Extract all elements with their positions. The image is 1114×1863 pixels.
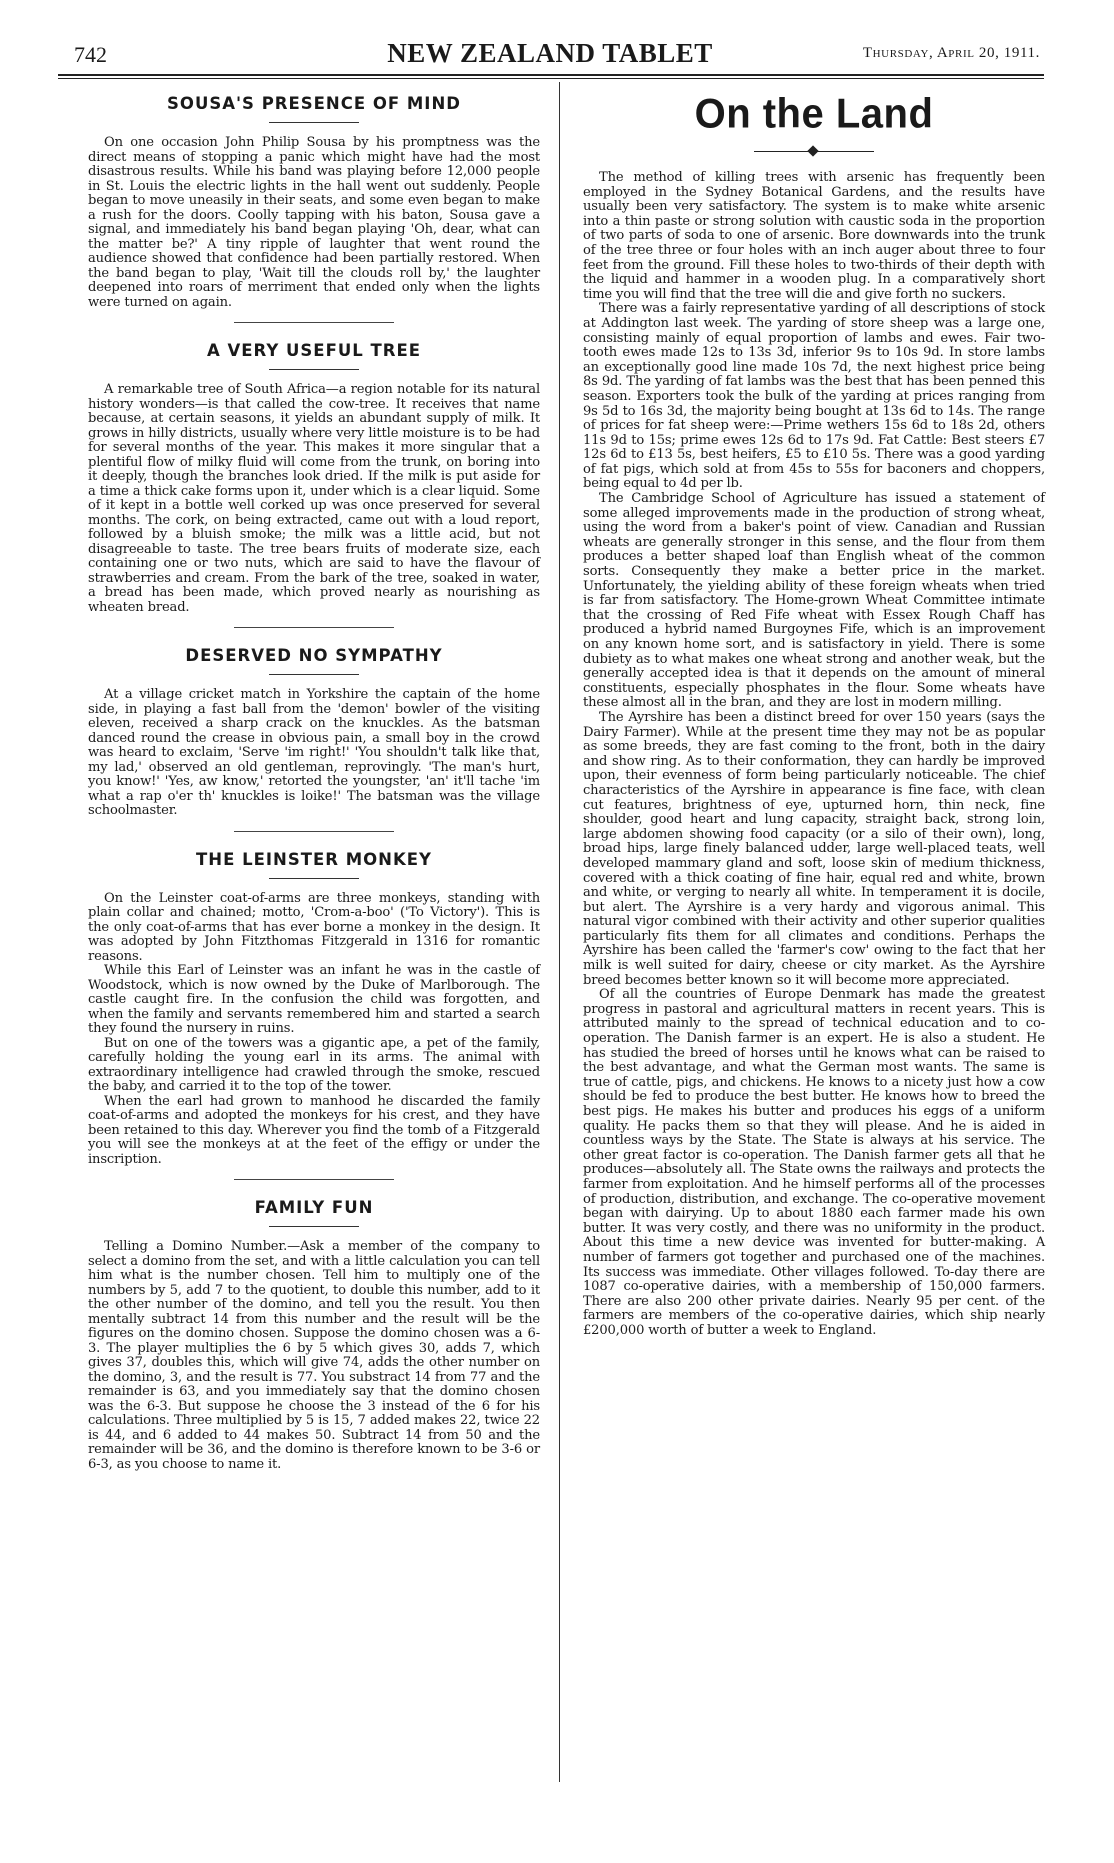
article-title: SOUSA'S PRESENCE OF MIND — [167, 94, 461, 113]
article-paragraph: When the earl had grown to manhood he discarded the family coat-of-arms and adopted the monkeys for his crest, and they have been retained to this day. Wherever you find the tomb of a Fitzgerald you will see the monkeys at at the feet of the effigy or under the inscription. — [88, 1093, 540, 1167]
title-rule — [269, 674, 359, 675]
article-title: A VERY USEFUL TREE — [206, 341, 422, 360]
article-paragraph: A remarkable tree of South Africa—a region notable for its natural history wonders—is that called the cow-tree. It receives that name because, at certain seasons, it yields an abundant supply of milk. It grows in hilly districts, usually where very little moisture is to be had for several months of the year. This makes it more singular that a plentiful flow of milky fluid will come from the trunk, on boring into it deeply, though the branches look dried. If the milk is put aside for a time a thick cake forms upon it, under which is a clear liquid. Some of it kept in a bottle well corked up was once preserved for several months. The cork, on being extracted, came out with a loud report, followed by a bluish smoke; the milk was a little acid, but not disagreeable to taste. The tree bears fruits of moderate size, each containing one or two nuts, which are said to have the flavour of strawberries and cream. From the bark of the tree, soaked in water, a bread has been made, which proved nearly as nourishing as wheaten bread. — [88, 382, 540, 615]
header-rule-thin — [58, 78, 1044, 79]
right-column — [583, 92, 1045, 1339]
article-paragraph: The Cambridge School of Agriculture has issued a statement of some alleged improvements made in the production of strong wheat, using the word from a baker's point of view. Canadian and Russian wheats are generally stronger in this sense, and the flour from them produces a better shaped loaf than English wheat of the common sorts. Consequently they make a better price in the market. Unfortunately, the yielding ability of these foreign wheats when tried is far from satisfactory. The Home-grown Wheat Committee intimate that the crossing of Red Fife wheat with Essex Rough Chaff has produced a hybrid named Burgoynes Fife, which is an improvement on any known home sort, and is satisfactory in yield. There is some dubiety as to what makes one wheat strong and another weak, but the generally accepted idea is that it depends on the amount of mineral constituents, especially phosphates in the flour. Some wheats have these almost all in the bran, and they are lost in modern milling. — [583, 491, 1045, 711]
ornamental-rule — [754, 147, 874, 155]
article-paragraph: On the Leinster coat-of-arms are three monkeys, standing with plain collar and chained; motto, 'Crom-a-boo' ('To Victory'). This is the only coat-of-arms that has ever borne a monkey in the design. It was adopted by John Fitzthomas Fitzgerald in 1316 for romantic reasons. — [88, 890, 540, 964]
article-paragraph: Of all the countries of Europe Denmark has made the greatest progress in pastoral and agricultural matters in recent years. This is attributed mainly to the spread of technical education and to co-operation. The Danish farmer is an expert. He is also a student. He has studied the breed of horses until he knows what can be raised to the best advantage, and what the German most wants. The same is true of cattle, pigs, and chickens. He knows to a nicety just how a cow should be fed to produce the best butter. He knows how to breed the best pigs. He makes his butter and produces his eggs of a uniform quality. He packs them so that they will please. And he is aided in countless ways by the State. The State is always at his service. The other great factor is co-operation. The Danish farmer gets all that he produces—absolutely all. The State owns the railways and protects the farmer from exploitation. And he himself performs all of the processes of production, distribution, and exchange. The co-operative movement began with dairying. Up to about 1880 each farmer made his own butter. It was very costly, and there was no uniformity in the product. About this time a new device was invented for butter-making. A number of farmers got together and purchased one of the machines. Its success was immediate. Other villages followed. To-day there are 1087 co-operative dairies, with a membership of 150,000 farmers. There are also 200 other private dairies. Nearly 95 per cent. of the farmers are members of the co-operative dairies, which ship nearly £200,000 worth of butter a week to England. — [583, 987, 1045, 1338]
article-paragraph: On one occasion John Philip Sousa by his promptness was the direct means of stopping a panic which might have had the most disastrous results. While his band was playing before 12,000 people in St. Louis the electric lights in the hall went out suddenly. People began to move uneasily in their seats, and some even began to make a rush for the doors. Coolly tapping with his baton, Sousa gave a signal, and immediately his band began playing 'Oh, dear, what can the matter be?' A tiny ripple of laughter that went round the audience showed that confidence had been partially restored. When the band began to play, 'Wait till the clouds roll by,' the laughter deepened into roars of merriment that ended only when the lights were turned on again. — [88, 135, 540, 310]
header-rule — [58, 74, 1044, 76]
article-divider — [234, 831, 394, 832]
article-leinster-monkey — [88, 850, 540, 1168]
article-paragraph: But on one of the towers was a gigantic ape, a pet of the family, carefully holding the young earl in its arms. The animal with extraordinary intelligence had crawled through the smoke, rescued the baby, and carried it to the top of the tower. — [88, 1035, 540, 1094]
article-paragraph: The Ayrshire has been a distinct breed for over 150 years (says the Dairy Farmer). While at the present time they may not be as popular as some breeds, they are fast coming to the front, both in the dairy and show ring. As to their conformation, they can hardly be improved upon, their evenness of form being particularly noticeable. The chief characteristics of the Ayrshire in appearance is fine face, with clean cut features, brightness of eye, upturned horn, thin neck, fine shoulder, good heart and lung capacity, straight back, strong loin, large abdomen showing food capacity (or a silo of their own), long, broad hips, large finely balanced udder, large well-placed teats, well developed mammary gland and soft, loose skin of medium thickness, covered with a thick coating of fine hair, equal red and white, brown and white, or verging to nearly all white. In temperament it is docile, but alert. The Ayrshire is a very hardy and vigorous animal. This natural vigor combined with their activity and other superior qualities particularly fits them for all climates and conditions. Perhaps the Ayrshire has been called the 'farmer's cow' owing to the fact that her milk is well suited for dairy, cheese or city market. As the Ayrshire breed becomes better known so it will become more appreciated. — [583, 709, 1045, 988]
article-divider — [234, 1179, 394, 1180]
article-title: FAMILY FUN — [254, 1198, 374, 1217]
article-deserved-no-sympathy — [88, 646, 540, 819]
section-title: On the Land — [694, 90, 934, 138]
article-paragraph: The method of killing trees with arsenic has frequently been employed in the Sydney Botanical Gardens, and the results have usually been very satisfactory. The system is to make white arsenic into a thin paste or strong solution with caustic soda in the proportion of two parts of soda to one of arsenic. Bore downwards into the trunk of the tree three or four holes with an inch auger about three to four feet from the ground. Fill these holes to two-thirds of their depth with the liquid and hammer in a wooden plug. In a comparatively short time you will find that the tree will die and give forth no suckers. — [583, 170, 1045, 302]
column-divider — [559, 82, 560, 1782]
article-divider — [234, 627, 394, 628]
article-title: THE LEINSTER MONKEY — [196, 849, 432, 869]
article-useful-tree — [88, 341, 540, 615]
left-column — [88, 92, 540, 1472]
article-sousa — [88, 94, 540, 310]
article-divider — [234, 322, 394, 323]
title-rule — [269, 1226, 359, 1227]
title-rule — [269, 122, 359, 123]
diamond-ornament-icon — [807, 145, 818, 156]
title-rule — [269, 878, 359, 879]
article-paragraph: There was a fairly representative yarding of all descriptions of stock at Addington last week. The yarding of store sheep was a large one, consisting mainly of equal proportion of lambs and ewes. Fair two-tooth ewes made 12s to 13s 3d, inferior 9s to 10s 9d. In store lambs an exceptionally good line made 10s 7d, the next highest price being 8s 9d. The yarding of fat lambs was the best that has been penned this season. Exporters took the bulk of the yarding at prices ranging from 9s 5d to 16s 3d, the majority being bought at 13s 6d to 14s. The range of prices for fat sheep were:—Prime wethers 15s 6d to 18s 2d, others 11s 9d to 15s; prime ewes 12s 6d to 17s 9d. Fat Cattle: Best steers £7 12s 6d to £13 5s, best heifers, £5 to £10 5s. There was a good yarding of fat pigs, which sold at from 45s to 55s for baconers and choppers, being equal to 4d per lb. — [583, 301, 1045, 492]
page-header — [56, 38, 1044, 78]
article-paragraph: At a village cricket match in Yorkshire the captain of the home side, in playing a fast ball from the 'demon' bowler of the visiting eleven, received a sharp crack on the knuckles. As the batsman danced round the crease in obvious pain, a small boy in the crowd was heard to exclaim, 'Serve 'im right!' 'You shouldn't talk like that, my lad,' observed an old gentleman, reprovingly. 'The man's hurt, you know!' 'Yes, aw know,' retorted the youngster, 'an' it'll tache 'im what a rap o'er th' knuckles is loike!' The batsman was the village schoolmaster. — [88, 687, 540, 818]
article-family-fun — [88, 1198, 540, 1472]
page-number: 742 — [74, 42, 107, 67]
article-paragraph: While this Earl of Leinster was an infant he was in the castle of Woodstock, which is now owned by the Duke of Marlborough. The castle caught fire. In the confusion the child was forgotten, and when the family and servants remembered him and started a search they found the nursery in ruins. — [88, 963, 540, 1036]
article-paragraph: Telling a Domino Number.—Ask a member of the company to select a domino from the set, and with a little calculation you can tell him what is the number chosen. Tell him to multiply one of the numbers by 5, add 7 to the quotient, to double this number, add to it the other number of the domino, and tell you the result. You then mentally subtract 14 from this number and the result will be the figures on the domino chosen. Suppose the domino chosen was a 6-3. The player multiplies the 6 by 5 which gives 30, adds 7, which gives 37, doubles this, which will give 74, adds the other number on the domino, 3, and the result is 77. You substract 14 from 77 and the remainder is 63, and you immediately say that the domino chosen was the 6-3. But suppose he choose the 3 instead of the 6 for his calculations. Three multiplied by 5 is 15, 7 added makes 22, twice 22 is 44, and 6 added to 44 makes 50. Subtract 14 from 50 and the remainder will be 36, and the domino is therefore known to be 3-6 or 6-3, as you choose to name it. — [88, 1239, 540, 1472]
masthead: NEW ZEALAND TABLET — [387, 38, 713, 68]
article-title: DESERVED NO SYMPATHY — [185, 646, 443, 665]
title-rule — [269, 369, 359, 370]
issue-date: Thursday, April 20, 1911. — [862, 45, 1040, 61]
